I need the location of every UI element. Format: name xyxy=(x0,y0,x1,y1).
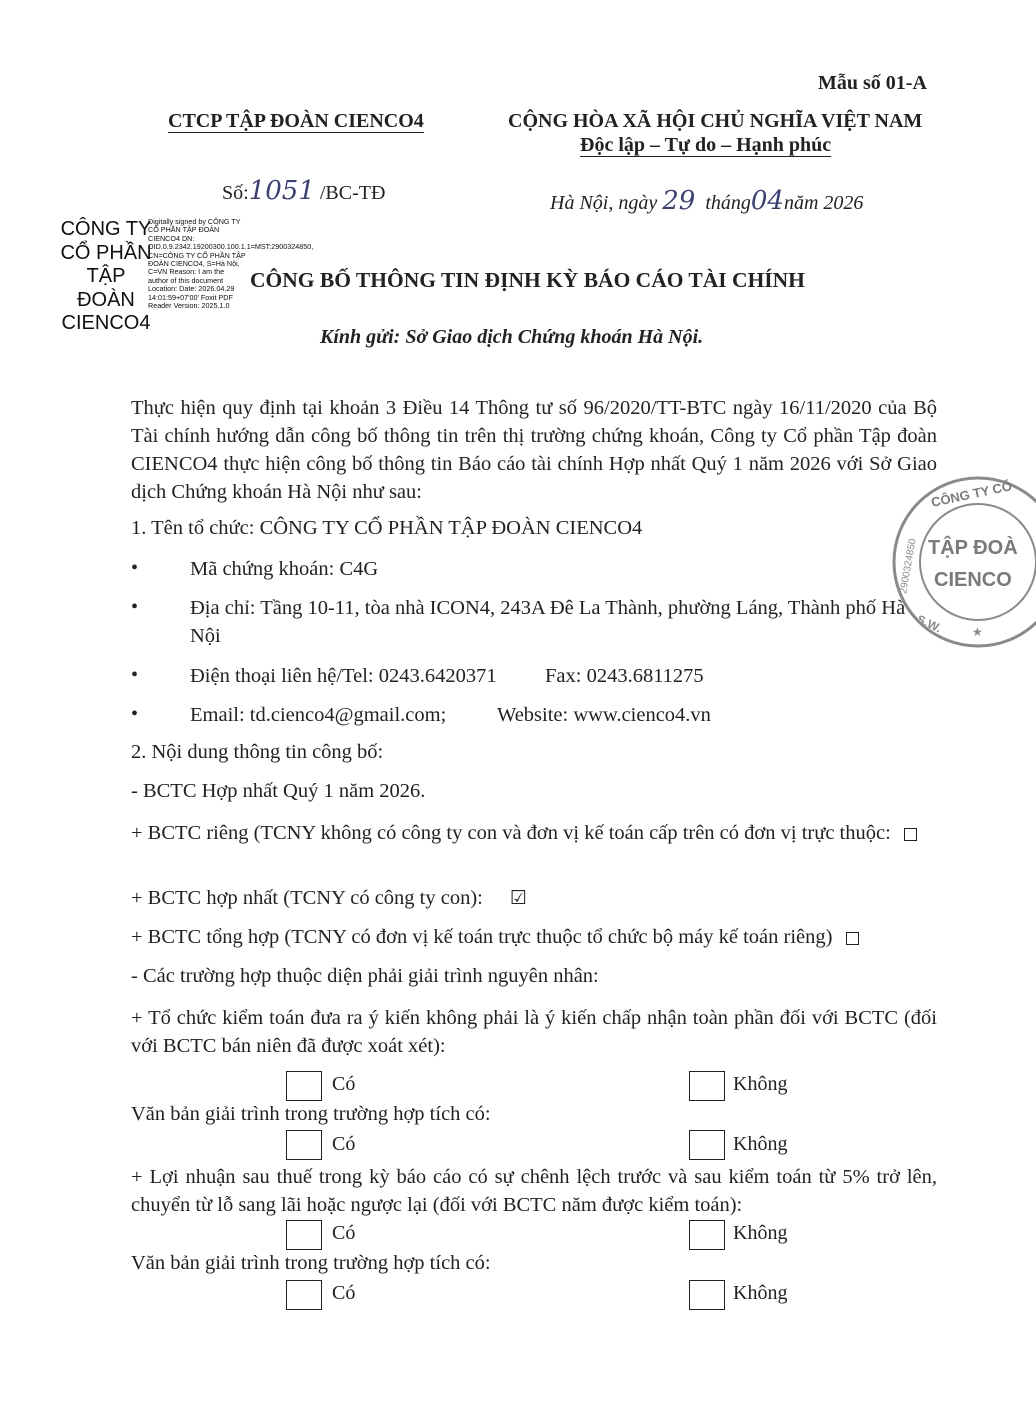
case2-yes-label: Có xyxy=(332,1222,356,1244)
fax: Fax: 0243.6811275 xyxy=(545,665,704,687)
recipient: Kính gửi: Sở Giao dịch Chứng khoán Hà Nội. xyxy=(320,326,704,348)
nation-title: CỘNG HÒA XÃ HỘI CHỦ NGHĨA VIỆT NAM xyxy=(508,110,923,132)
item-combined-report xyxy=(131,926,859,949)
item-separate-report xyxy=(131,819,937,847)
bullet: • xyxy=(131,596,139,618)
doc-no-handwritten: 1051 xyxy=(248,176,315,206)
address: Địa chỉ: Tầng 10-11, tòa nhà ICON4, 243A Đê La Thành, phường Láng, Thành phố Hà Nội xyxy=(190,597,906,647)
section1-heading: 1. Tên tổ chức: CÔNG TY CỔ PHẦN TẬP ĐOÀN CIENCO4 xyxy=(131,517,643,539)
company-seal xyxy=(886,474,1036,650)
doc-no-prefix: Số: xyxy=(222,182,249,204)
seal-tax-code: 2900324850 xyxy=(898,537,919,595)
email: Email: td.cienco4@gmail.com; xyxy=(190,704,447,726)
consolidated-report-checkbox[interactable]: ☑ xyxy=(510,887,528,909)
company-name-header xyxy=(168,110,424,133)
case2-explain-no-checkbox[interactable] xyxy=(689,1280,725,1310)
case1-explain-doc: Văn bản giải trình trong trường hợp tích có: xyxy=(131,1103,491,1125)
case1-text: + Tổ chức kiểm toán đưa ra ý kiến không phải là ý kiến chấp nhận toàn phần đối với BCTC (đối với BCTC bán niên đã được xoát xét): xyxy=(131,1007,937,1057)
case1-yes-label: Có xyxy=(332,1073,356,1095)
item-main-report: - BCTC Hợp nhất Quý 1 năm 2026. xyxy=(131,780,426,802)
case2-explain-no-label: Không xyxy=(733,1282,788,1304)
bullet: • xyxy=(131,703,139,725)
month-handwritten: 04 xyxy=(750,186,784,216)
case2-no-label: Không xyxy=(733,1222,788,1244)
intro-paragraph: Thực hiện quy định tại khoản 3 Điều 14 Thông tư số 96/2020/TT-BTC ngày 16/11/2020 của Bộ Tài chính hướng dẫn công bố thông tin trên thị trường chứng khoán, Công ty Cổ phần Tập đoàn CIENCO4 thực hiện công bố thông tin Báo cáo tài chính Hợp nhất Quý 1 năm 2026 với Sở Giao dịch Chứng khoán Hà Nội như sau: xyxy=(131,397,937,503)
digital-signature-details: Digitally signed by CÔNG TY CỔ PHẦN TẬP ĐOÀN CIENCO4 DN: OID.0.9.2342.19200300.100.1.1=MST:2900324850, CN=CÔNG TY CỔ PHẦN TẬP ĐOÀN CIENCO4, S=Hà Nội, C=VN Reason: I am the author of this document Location: Date: 2026.04.29 14:01:59+07'00' Foxit PDF Reader Version: 2025.1.0 xyxy=(148,217,314,311)
case2-yes-checkbox[interactable] xyxy=(286,1220,322,1250)
stock-code: Mã chứng khoán: C4G xyxy=(190,558,379,580)
document-number xyxy=(222,176,385,206)
year-text: năm 2026 xyxy=(783,192,864,214)
website: Website: www.cienco4.vn xyxy=(497,704,711,726)
place-date xyxy=(550,186,863,216)
item-consolidated-text: + BCTC hợp nhất (TCNY có công ty con): xyxy=(131,887,483,909)
item-separate-text: + BCTC riêng (TCNY không có công ty con và đơn vị kế toán cấp trên có đơn vị trực thuộc: xyxy=(131,822,891,844)
place-date-prefix: Hà Nội, ngày xyxy=(550,192,658,214)
case1-explain-yes-label: Có xyxy=(332,1133,356,1155)
motto xyxy=(580,134,831,157)
seal-line1: TẬP ĐOÀ xyxy=(928,537,1018,559)
case1-explain-no-checkbox[interactable] xyxy=(689,1130,725,1160)
case2-no-checkbox[interactable] xyxy=(689,1220,725,1250)
case1-explain-no-label: Không xyxy=(733,1133,788,1155)
company-name: CTCP TẬP ĐOÀN CIENCO4 xyxy=(168,110,424,132)
month-label: tháng xyxy=(705,192,751,214)
seal-star-icon: ★ xyxy=(972,625,983,639)
case1-no-checkbox[interactable] xyxy=(689,1071,725,1101)
item-consolidated-report xyxy=(131,887,527,910)
doc-no-suffix: /BC-TĐ xyxy=(319,182,386,204)
seal-line2: CIENCO xyxy=(934,569,1012,591)
document-title: CÔNG BỐ THÔNG TIN ĐỊNH KỲ BÁO CÁO TÀI CHÍNH xyxy=(250,268,805,292)
case2-text: + Lợi nhuận sau thuế trong kỳ báo cáo có sự chênh lệch trước và sau kiểm toán từ 5% trở lên, chuyển từ lỗ sang lãi hoặc ngược lại (đối với BCTC năm được kiểm toán): xyxy=(131,1166,937,1216)
case2-explain-yes-checkbox[interactable] xyxy=(286,1280,322,1310)
motto-text: Độc lập – Tự do – Hạnh phúc xyxy=(580,134,832,156)
seal-bottom-text: S.W. xyxy=(914,612,944,636)
explain-cases-heading: - Các trường hợp thuộc diện phải giải trình nguyên nhân: xyxy=(131,965,599,987)
case2-explain-yes-label: Có xyxy=(332,1282,356,1304)
day-handwritten: 29 xyxy=(662,186,696,216)
case1-explain-yes-checkbox[interactable] xyxy=(286,1130,322,1160)
section2-heading: 2. Nội dung thông tin công bố: xyxy=(131,741,384,763)
combined-report-checkbox[interactable] xyxy=(846,932,859,945)
separate-report-checkbox[interactable] xyxy=(904,828,917,841)
item-combined-text: + BCTC tổng hợp (TCNY có đơn vị kế toán trực thuộc tổ chức bộ máy kế toán riêng) xyxy=(131,926,833,948)
phone: Điện thoại liên hệ/Tel: 0243.6420371 xyxy=(190,665,497,687)
case2-explain-doc: Văn bản giải trình trong trường hợp tích có: xyxy=(131,1252,491,1274)
bullet: • xyxy=(131,664,139,686)
bullet: • xyxy=(131,557,139,579)
seal-arc-text: CÔNG TY CỔ xyxy=(929,478,1014,510)
form-code: Mẫu số 01-A xyxy=(818,72,927,94)
case1-no-label: Không xyxy=(733,1073,788,1095)
case1-yes-checkbox[interactable] xyxy=(286,1071,322,1101)
digital-signature-name: CÔNG TY CỔ PHẦN TẬP ĐOÀN CIENCO4 xyxy=(60,218,152,334)
